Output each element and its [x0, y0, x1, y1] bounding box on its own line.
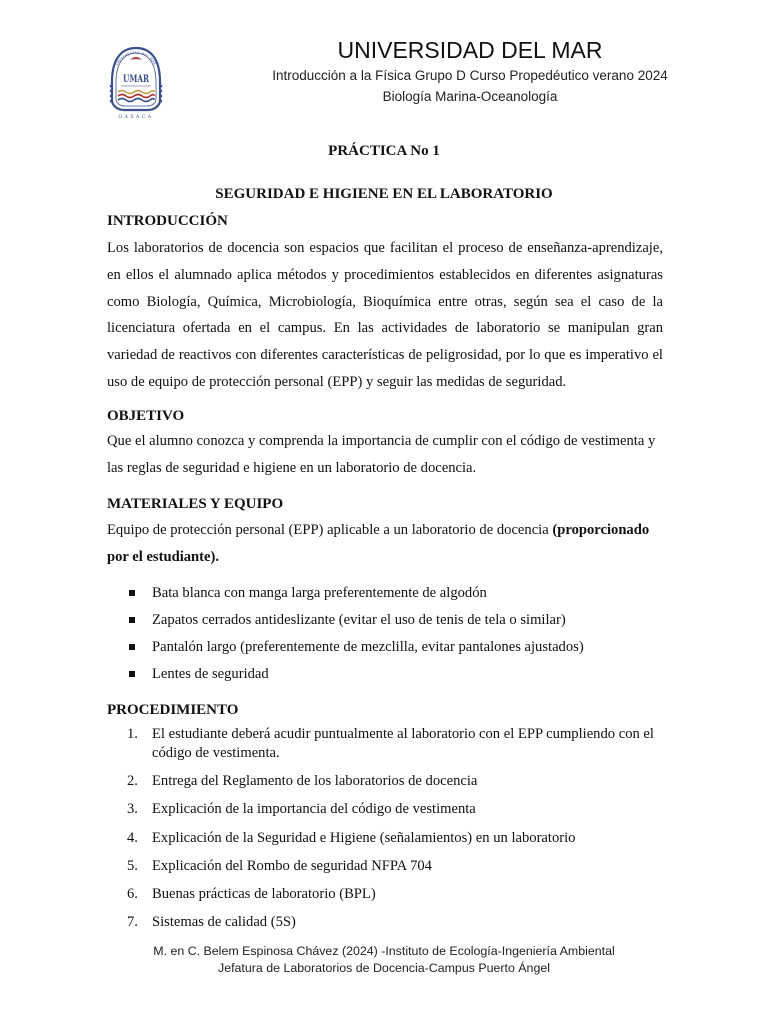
step-text: Entrega del Reglamento de los laboratorios de docencia — [152, 773, 478, 790]
square-bullet-icon — [129, 644, 135, 650]
practice-title: SEGURIDAD E HIGIENE EN EL LABORATORIO — [215, 186, 553, 202]
procedure-step — [107, 885, 663, 904]
step-number: 4. — [127, 829, 138, 846]
list-item-text: Zapatos cerrados antideslizante (evitar el uso de tenis de tela o similar) — [152, 612, 566, 628]
step-text: El estudiante deberá acudir puntualmente al laboratorio con el EPP cumpliendo con el código de vestimenta. — [152, 726, 654, 761]
practice-number: PRÁCTICA No 1 — [328, 143, 440, 159]
procedure-heading: PROCEDIMIENTO — [107, 702, 239, 718]
university-name: UNIVERSIDAD DEL MAR — [337, 37, 603, 63]
procedure-list — [107, 725, 663, 941]
procedure-step — [107, 725, 663, 763]
square-bullet-icon — [129, 671, 135, 677]
step-number: 1. — [127, 726, 138, 742]
procedure-step — [107, 772, 663, 791]
step-number: 3. — [127, 801, 138, 818]
list-item — [107, 662, 663, 689]
list-item — [107, 581, 663, 608]
step-number: 7. — [127, 914, 138, 931]
footer-department: Jefatura de Laboratorios de Docencia-Campus Puerto Ángel — [218, 961, 550, 975]
svg-text:UNIVERSIDAD DEL MAR: UNIVERSIDAD DEL MAR — [114, 50, 158, 66]
step-number: 5. — [127, 857, 138, 874]
svg-text:OAXACA: OAXACA — [118, 115, 154, 120]
svg-text:UMAR: UMAR — [123, 74, 150, 85]
step-text: Explicación del Rombo de seguridad NFPA 704 — [152, 857, 432, 874]
course-subtitle: Introducción a la Física Grupo D Curso Propedéutico verano 2024 — [272, 68, 668, 83]
intro-paragraph: Los laboratorios de docencia son espacios que facilitan el proceso de enseñanza-aprendizaje, en ellos el alumnado aplica métodos y procedimientos establecidos en diferentes asignaturas como Biología, Química, Microbiología, Bioquímica entre otras, según sea el caso de la licenciatura ofertada en el campus. En las actividades de laboratorio se manipulan gran variedad de reactivos con diferentes características de peligrosidad, por lo que es imperativo el uso de equipo de protección personal (EPP) y seguir las medidas de seguridad. — [107, 240, 663, 390]
step-number: 6. — [127, 885, 138, 902]
square-bullet-icon — [129, 617, 135, 623]
materials-list — [107, 581, 663, 689]
procedure-step — [107, 857, 663, 876]
list-item — [107, 608, 663, 635]
university-seal-icon — [104, 42, 168, 120]
objective-paragraph: Que el alumno conozca y comprenda la importancia de cumplir con el código de vestimenta y las reglas de seguridad e higiene en un laboratorio de docencia. — [107, 433, 656, 476]
intro-heading: INTRODUCCIÓN — [107, 213, 228, 229]
materials-paragraph — [107, 517, 663, 571]
list-item — [107, 635, 663, 662]
procedure-step — [107, 829, 663, 848]
step-text: Sistemas de calidad (5S) — [152, 914, 296, 931]
footer-author: M. en C. Belem Espinosa Chávez (2024) -Instituto de Ecología-Ingeniería Ambiental — [153, 944, 615, 958]
program-subtitle: Biología Marina-Oceanología — [382, 89, 558, 104]
step-number: 2. — [127, 773, 138, 790]
step-text: Buenas prácticas de laboratorio (BPL) — [152, 885, 376, 902]
list-item-text: Pantalón largo (preferentemente de mezclilla, evitar pantalones ajustados) — [152, 639, 584, 655]
step-text: Explicación de la Seguridad e Higiene (señalamientos) en un laboratorio — [152, 829, 576, 846]
procedure-step — [107, 913, 663, 932]
step-text: Explicación de la importancia del código de vestimenta — [152, 801, 476, 818]
square-bullet-icon — [129, 590, 135, 596]
materials-heading: MATERIALES Y EQUIPO — [107, 496, 284, 512]
materials-text-bold: (proporcionado por el estudiante). — [107, 522, 650, 565]
objective-heading: OBJETIVO — [107, 408, 185, 424]
materials-text: Equipo de protección personal (EPP) aplicable a un laboratorio de docencia — [107, 522, 549, 538]
procedure-step — [107, 800, 663, 819]
list-item-text: Bata blanca con manga larga preferentemente de algodón — [152, 585, 487, 601]
list-item-text: Lentes de seguridad — [152, 666, 269, 682]
